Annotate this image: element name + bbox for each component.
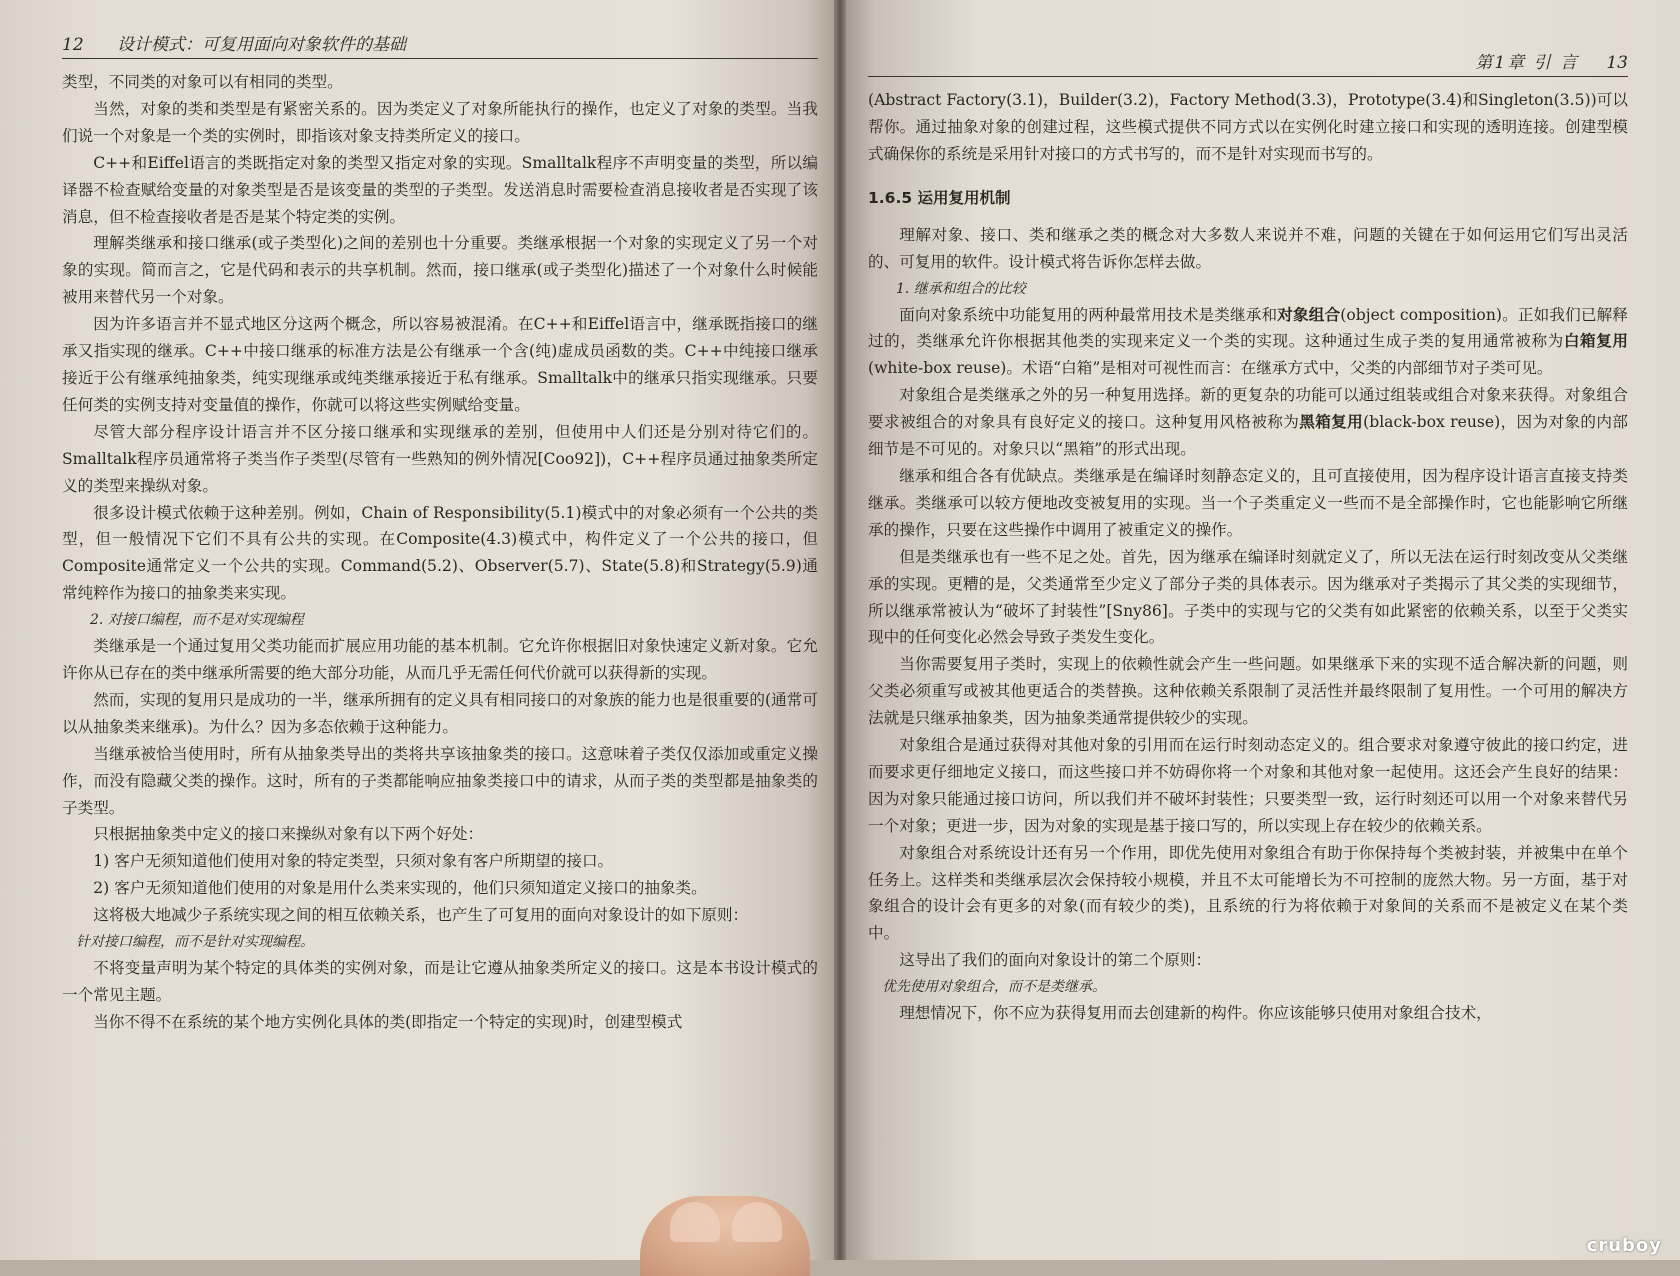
paragraph: 理想情况下，你不应为获得复用而去创建新的构件。你应该能够只使用对象组合技术， (899, 1004, 1492, 1023)
left-page-header (62, 30, 818, 59)
paragraph: 对象组合对系统设计还有另一个作用，即优先使用对象组合有助于你保持每个类被封装，并被集中在单个任务上。这样类和类继承层次会保持较小规模，并且不太可能增长为不可控制的庞然大物。另一方面，基于对象组合的设计会有更多的对象(而有较少的类)，且系统的行为将依赖于对象间的关系而不是被定义在某个类中。 (868, 843, 1628, 943)
principle-two: 优先使用对象组合，而不是类继承。 (882, 979, 1106, 996)
paragraph: 然而，实现的复用只是成功的一半，继承所拥有的定义具有相同接口的对象族的能力也是很重要的(通常可以从抽象类来继承)。为什么？因为多态依赖于这种能力。 (62, 690, 818, 736)
paragraph: 对象组合是通过获得对其他对象的引用而在运行时刻动态定义的。组合要求对象遵守彼此的接口约定，进而要求更仔细地定义接口，而这些接口并不妨碍你将一个对象和其他对象一起使用。这还会产生良好的结果：因为对象只能通过接口访问，所以我们并不破坏封装性；只要类型一致，运行时刻还可以用一个对象来替代另一个对象；更进一步，因为对象的实现是基于接口写的，所以实现上存在较少的依赖关系。 (868, 736, 1628, 835)
section-heading: 1.6.5 运用复用机制 (868, 188, 1011, 207)
right-page-header (868, 48, 1628, 77)
paragraph: 当你需要复用子类时，实现上的依赖性就会产生一些问题。如果继承下来的实现不适合解决新的问题，则父类必须重写或被其他更适合的类替换。这种依赖关系限制了灵活性并最终限制了复用性。一个可用的解决方法就是只继承抽象类，因为抽象类通常提供较少的实现。 (868, 655, 1628, 728)
watermark: cruboy (1586, 1235, 1662, 1256)
paragraph: 当然，对象的类和类型是有紧密关系的。因为类定义了对象所能执行的操作，也定义了对象的类型。当我们说一个对象是一个类的实例时，即指该对象支持类所定义的接口。 (62, 99, 818, 145)
principle-one: 针对接口编程，而不是针对实现编程。 (76, 934, 314, 951)
right-page (842, 0, 1680, 1260)
left-page (0, 0, 838, 1260)
paragraph: 面向对象系统中功能复用的两种最常用技术是类继承和对象组合(object composition)。正如我们已解释过的，类继承允许你根据其他类的实现来定义一个类的实现。这种通过生成子类的复用通常被称为白箱复用(white-box reuse)。术语“白箱”是相对可视性而言：在继承方式中，父类的内部细节对子类可见。 (868, 304, 1628, 378)
paragraph: 很多设计模式依赖于这种差别。例如，Chain of Responsibility(5.1)模式中的对象必须有一个公共的类型，但一般情况下它们不具有公共的实现。在Composite(4.3)模式中，构件定义了一个公共的接口，但Composite通常定义一个公共的实现。Command(5.2)、Observer(5.7)、State(5.8)和Strategy(5.9)通常纯粹作为接口的抽象类来实现。 (62, 503, 818, 603)
paragraph: 当你不得不在系统的某个地方实例化具体的类(即指定一个特定的实现)时，创建型模式 (93, 1012, 683, 1031)
term-object-composition: 对象组合 (1277, 304, 1341, 324)
running-title: 设计模式：可复用面向对象软件的基础 (117, 35, 407, 55)
paragraph: 这导出了我们的面向对象设计的第二个原则： (899, 951, 1212, 970)
paragraph: 当继承被恰当使用时，所有从抽象类导出的类将共享该抽象类的接口。这意味着子类仅仅添加或重定义操作，而没有隐藏父类的操作。这时，所有的子类都能响应抽象类接口中的请求，从而子类的类型都是抽象类的子类型。 (62, 744, 818, 817)
right-page-number: 13 (1606, 53, 1628, 73)
paragraph: 对象组合是类继承之外的另一种复用选择。新的更复杂的功能可以通过组装或组合对象来获得。对象组合要求被组合的对象具有良好定义的接口。这种复用风格被称为黑箱复用(black-box reuse)，因为对象的内部细节是不可见的。对象只以“黑箱”的形式出现。 (868, 386, 1628, 459)
chapter-label: 第1章 引 言 (1475, 53, 1579, 73)
paragraph: C++和Eiffel语言的类既指定对象的类型又指定对象的实现。Smalltalk程序不声明变量的类型，所以编译器不检查赋给变量的对象类型是否是该变量的类型的子类型。发送消息时需要检查消息接收者是否实现了该消息，但不检查接收者是否是某个特定类的实例。 (62, 153, 818, 226)
list-item: 1) 客户无须知道他们使用对象的特定类型，只须对象有客户所期望的接口。 (93, 852, 614, 871)
paragraph: 但是类继承也有一些不足之处。首先，因为继承在编译时刻就定义了，所以无法在运行时刻改变从父类继承的实现。更糟的是，父类通常至少定义了部分子类的具体表示。因为继承对子类揭示了其父类的实现细节，所以继承常被认为“破坏了封装性”[Sny86]。子类中的实现与它的父类有如此紧密的依赖关系，以至于父类实现中的任何变化必然会导致子类发生变化。 (868, 547, 1628, 647)
paragraph: 理解类继承和接口继承(或子类型化)之间的差别也十分重要。类继承根据一个对象的实现定义了另一个对象的实现。简而言之，它是代码和表示的共享机制。然而，接口继承(或子类型化)描述了一个对象什么时候能被用来替代另一个对象。 (62, 234, 818, 307)
paragraph: 尽管大部分程序设计语言并不区分接口继承和实现继承的差别，但使用中人们还是分别对待它们的。Smalltalk程序员通常将子类当作子类型(尽管有一些熟知的例外情况[Coo92])，C++程序员通过抽象类所定义的类型来操纵对象。 (62, 422, 818, 495)
book-gutter (834, 0, 846, 1260)
paragraph: 类型，不同类的对象可以有相同的类型。 (62, 73, 343, 91)
subheading-program-to-interface: 2. 对接口编程，而不是对实现编程 (90, 612, 304, 629)
subheading-inheritance-vs-composition: 1. 继承和组合的比较 (896, 280, 1026, 297)
term-white-box-reuse: 白箱复用 (1563, 331, 1628, 351)
term-black-box-reuse: 黑箱复用 (1299, 412, 1364, 432)
paragraph: 类继承是一个通过复用父类功能而扩展应用功能的基本机制。它允许你根据旧对象快速定义新对象。它允许你从已存在的类中继承所需要的绝大部分功能，从而几乎无需任何代价就可以获得新的实现。 (62, 637, 818, 683)
paragraph: 因为许多语言并不显式地区分这两个概念，所以容易被混淆。在C++和Eiffel语言中，继承既指接口的继承又指实现的继承。C++中接口继承的标准方法是公有继承一个含(纯)虚成员函数的类。C++中纯接口继承接近于公有继承纯抽象类，纯实现继承或纯类继承接近于私有继承。Smalltalk中的继承只指实现继承。只要任何类的实例支持对变量值的操作，你就可以将这些实例赋给变量。 (62, 315, 818, 414)
paragraph: 这将极大地减少子系统实现之间的相互依赖关系，也产生了可复用的面向对象设计的如下原则： (93, 906, 749, 925)
paragraph: 不将变量声明为某个特定的具体类的实例对象，而是让它遵从抽象类所定义的接口。这是本书设计模式的一个常见主题。 (62, 959, 818, 1004)
paragraph: (Abstract Factory(3.1)，Builder(3.2)，Factory Method(3.3)，Prototype(3.4)和Singleton(3.5))可以帮你。通过抽象对象的创建过程，这些模式提供不同方式以在实例化时建立接口和实现的透明连接。创建型模式确保你的系统是采用针对接口的方式书写的，而不是针对实现而书写的。 (868, 91, 1628, 163)
paragraph: 只根据抽象类中定义的接口来操纵对象有以下两个好处： (93, 825, 484, 844)
paragraph: 理解对象、接口、类和继承之类的概念对大多数人来说并不难，问题的关键在于如何运用它们写出灵活的、可复用的软件。设计模式将告诉你怎样去做。 (868, 225, 1628, 271)
paragraph: 继承和组合各有优缺点。类继承是在编译时刻静态定义的，且可直接使用，因为程序设计语言直接支持类继承。类继承可以较方便地改变被复用的实现。当一个子类重定义一些而不是全部操作时，它也能影响它所继承的操作，只要在这些操作中调用了被重定义的操作。 (868, 466, 1628, 539)
left-page-number: 12 (62, 35, 84, 55)
thumb-image (640, 1196, 810, 1276)
list-item: 2) 客户无须知道他们使用的对象是用什么类来实现的，他们只须知道定义接口的抽象类。 (93, 879, 707, 898)
